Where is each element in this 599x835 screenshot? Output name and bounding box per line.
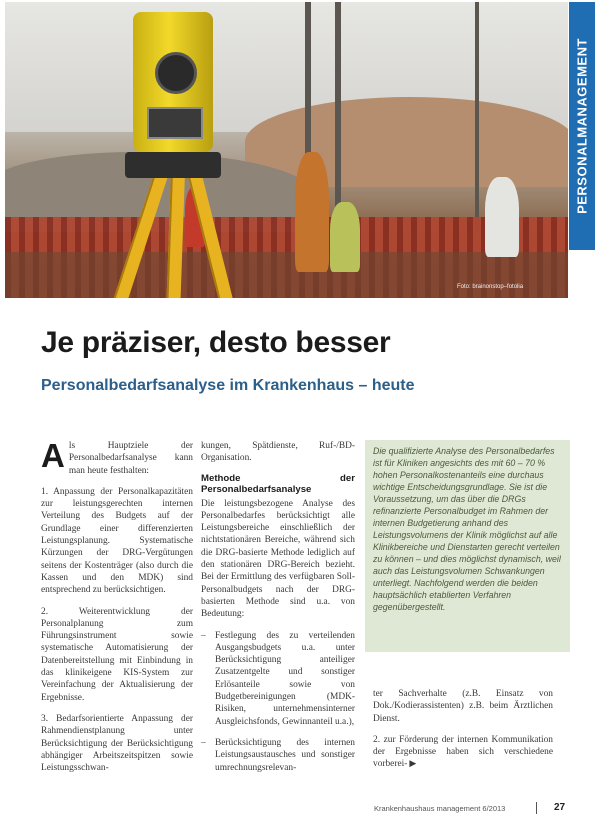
intro-paragraph: Als Hauptziele der Personalbedarfsanalyse kann man heute festhalten: [41,437,193,476]
method-list [201,630,355,774]
article-subtitle: Personalbedarfsanalyse im Krankenhaus – heute [41,377,415,394]
page-number: 27 [554,802,566,813]
article-headline: Je präziser, desto besser [41,326,391,359]
photo-credit: Foto: brainonstop–fotolia [457,284,524,290]
goal-1: 1. Anpassung der Personalkapazitäten zur leistungsgerechten internen Verteilung des Budgets auf der Grundlage einer differenzierten Leistungsplanung. Systematische Kürzungen der DRG-Vergütungen seitens der Kostenträger (also durch die Kassen und den MDK) sind entsprechend zu berücksichtigen. [41,486,193,596]
method-paragraph: Die leistungsbezogene Analyse des Personalbedarfes berücksichtigt alle Leistungsbereiche einschließlich der nichtstationären Bereiche, während sich die DRG-basierte Methode lediglich auf den stationären DRG-Bereich bezieht. Bei der Ermittlung des verfügbaren Soll-Personalbudgets nach der DRG-basierten Methode sind u.a. von Bedeutung: [201,498,355,620]
column-1 [41,437,193,783]
goal-2: 2. Weiterentwicklung der Personalplanung zum Führungsinstrument sowie systematische Automatisierung der Datenbereitstellung mit Einbindung in das klinikeigene KIS-System zur Vereinfachung der Aktualisierung der Ergebnisse. [41,606,193,703]
continue-arrow-icon: ▶ [409,759,417,770]
journal-footer: Krankenhaushaus management 6/2013 [374,804,506,813]
list-item: – Festlegung des zu verteilenden Ausgangsbudgets u.a. unter Berücksichtigung anteiliger Zusatzentgelte und sonstiger Erlösanteile sowie von Budgetbereinigungen (MDK-Risiken, unternehmensinterner Ausgleichsfonds, Gewinnanteil u.a.), [201,630,355,728]
section-tab [569,2,595,250]
pull-quote-box [365,440,570,652]
column-3 [373,688,553,780]
section-heading: Methode der Personalbedarfsanalyse [201,472,355,495]
dropcap: A [41,437,65,474]
list-item: – Berücksichtigung des internen Leistungsaustausches und sonstiger umrechnungsrelevan- [201,737,355,774]
section-tab-label: PERSONALMANAGEMENT [574,38,590,214]
goal-next: 2. zur Förderung der internen Kommunikation der Ergebnisse haben sich verschiedene vorberei- ▶ [373,734,553,770]
pull-quote-text: Die qualifizierte Analyse des Personalbedarfes ist für Kliniken angesichts des mit 60 – 70 % hohen Personalkostenanteils eine durchaus wichtige Entscheidungsgrundlage. Sie ist die Voraussetzung, um das über die DRGs refinanzierte Personalbudget im Rahmen der internen Budgetierung anhand des Leistungsvolumens der Klinik möglichst auf alle Klinikbereiche und Dienstarten gerecht verteilen zu können – und dies möglichst dynamisch, weil auch das Leistungsvolumen Schwankungen unterliegt. Nachfolgend werden die beiden hauptsächlich etablierten Verfahren gegenübergestellt. [373,446,561,612]
continuation-text: kungen, Spätdienste, Ruf-/BD-Organisation. [201,441,355,464]
hero-photo [5,2,568,298]
footer-divider [536,802,537,814]
continuation-text: ter Sachverhalte (z.B. Einsatz von Dok./Kodierassistenten) z.B. beim Ärztlichen Dienst. [373,689,553,724]
surveying-instrument [133,12,213,152]
column-2 [201,440,355,783]
goal-3: 3. Bedarfsorientierte Anpassung der Rahmendienstplanung unter Berücksichtigung der Berücksichtigung abhängiger Arbeitszeitspitzen sowie Leistungsschwan- [41,713,193,774]
